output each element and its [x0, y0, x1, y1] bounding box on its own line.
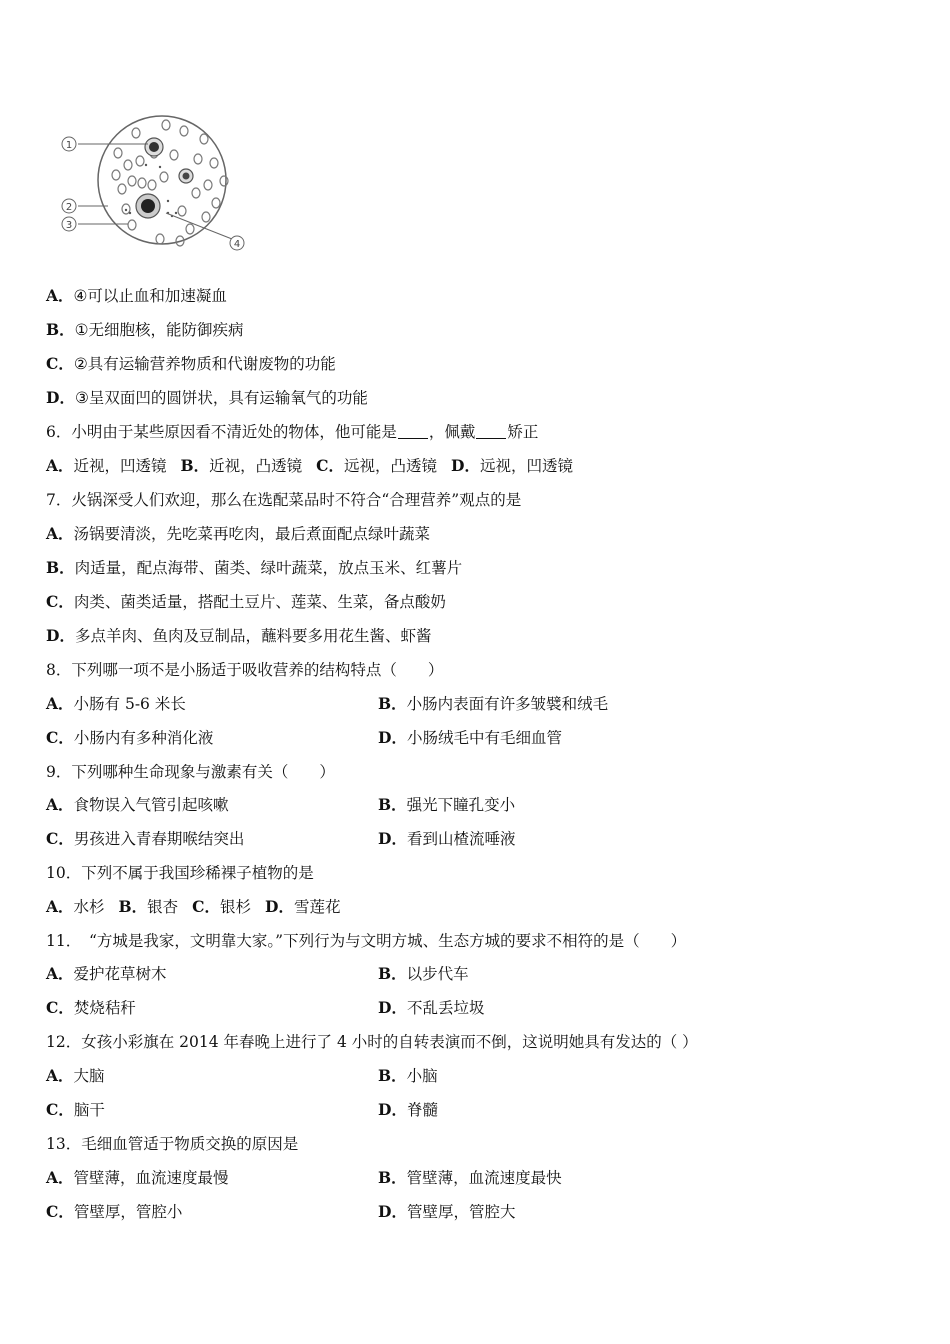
answer-blank — [476, 422, 506, 439]
option-letter: A． — [46, 964, 74, 983]
option-text: 银杏 — [147, 898, 179, 916]
option-text: 管壁薄，血流速度最快 — [406, 1169, 562, 1187]
option-text: 肉适量，配点海带、菌类、绿叶蔬菜，放点玉米、红薯片 — [74, 559, 463, 577]
q7-option-b — [46, 556, 462, 580]
option-text: 小脑 — [406, 1067, 438, 1085]
option-letter: B． — [378, 964, 407, 983]
q8-options-row2 — [46, 726, 926, 750]
option-text: 看到山楂流唾液 — [406, 830, 516, 848]
q7-option-d — [46, 624, 431, 648]
option-letter: D． — [378, 1202, 407, 1221]
q12-stem: 12．女孩小彩旗在 2014 年春晚上进行了 4 小时的自转表演而不倒，这说明她具有发达的（ ） — [46, 1033, 698, 1051]
option-text: 雪莲花 — [293, 898, 341, 916]
option-letter: A． — [46, 286, 74, 305]
option-text: 小肠内有多种消化液 — [73, 729, 214, 747]
option-letter: A． — [46, 694, 74, 713]
option-letter: B． — [378, 1168, 407, 1187]
q12-options-row2 — [46, 1098, 926, 1122]
q13-options-row2 — [46, 1200, 926, 1224]
option-letter: D． — [378, 829, 407, 848]
option-letter: A． — [46, 1168, 74, 1187]
q7-option-c — [46, 590, 446, 614]
q13-options-row1 — [46, 1166, 926, 1190]
answer-blank — [398, 422, 428, 439]
option-text: ④可以止血和加速凝血 — [73, 287, 227, 305]
option-text: 管壁薄，血流速度最慢 — [73, 1169, 229, 1187]
option-letter: D． — [265, 897, 294, 916]
option-letter: D． — [378, 1100, 407, 1119]
option-text: 大脑 — [73, 1067, 105, 1085]
option-letter: D． — [378, 998, 407, 1017]
option-letter: A． — [46, 897, 74, 916]
q5-option-b — [46, 318, 244, 342]
q6-stem-part1: 6．小明由于某些原因看不清近处的物体，他可能是 — [46, 423, 397, 441]
q11-options-row1 — [46, 962, 926, 986]
option-text: 汤锅要清淡，先吃菜再吃肉，最后煮面配点绿叶蔬菜 — [73, 525, 431, 543]
q7-stem: 7．火锅深受人们欢迎，那么在选配菜品时不符合“合理营养”观点的是 — [46, 491, 522, 509]
option-letter: C． — [46, 728, 74, 747]
option-text: 水杉 — [73, 898, 105, 916]
q5-option-a — [46, 284, 227, 308]
option-text: 脑干 — [73, 1101, 105, 1119]
option-text: 管壁厚，管腔大 — [406, 1203, 516, 1221]
option-letter: B． — [180, 456, 210, 475]
option-letter: D． — [378, 728, 407, 747]
option-letter: A． — [46, 795, 74, 814]
option-text: 多点羊肉、鱼肉及豆制品，蘸料要多用花生酱、虾酱 — [74, 627, 432, 645]
q9-options-row1 — [46, 793, 926, 817]
option-text: ③呈双面凹的圆饼状，具有运输氧气的功能 — [74, 389, 368, 407]
q9-stem: 9．下列哪种生命现象与激素有关（ ） — [46, 763, 335, 781]
option-text: 脊髓 — [406, 1101, 438, 1119]
option-text: 远视，凹透镜 — [479, 457, 573, 475]
option-letter: B． — [46, 558, 75, 577]
q6-stem-part3: 矫正 — [507, 423, 539, 441]
option-letter: C． — [192, 897, 221, 916]
option-letter: C． — [316, 456, 345, 475]
label-3-text: 3 — [65, 220, 73, 231]
q12-options-row1 — [46, 1064, 926, 1088]
option-letter: D． — [46, 388, 75, 407]
option-text: 近视，凹透镜 — [73, 457, 167, 475]
q8-options-row1 — [46, 692, 926, 716]
option-letter: B． — [378, 795, 407, 814]
option-letter: A． — [46, 1066, 74, 1085]
q5-option-d — [46, 386, 368, 410]
option-letter: B． — [378, 694, 407, 713]
q11-options-row2 — [46, 996, 926, 1020]
option-text: 银杉 — [220, 898, 252, 916]
option-letter: A． — [46, 524, 74, 543]
blood-smear-figure — [56, 113, 251, 258]
option-text: 食物误入气管引起咳嗽 — [73, 796, 229, 814]
q10-options — [46, 895, 355, 919]
q13-stem: 13．毛细血管适于物质交换的原因是 — [46, 1135, 299, 1153]
option-letter: B． — [118, 897, 148, 916]
option-letter: B． — [378, 1066, 407, 1085]
option-letter: B． — [46, 320, 75, 339]
option-letter: C． — [46, 354, 74, 373]
option-letter: A． — [46, 456, 74, 475]
option-text: 远视，凸透镜 — [344, 457, 438, 475]
q7-option-a — [46, 522, 430, 546]
q11-stem: 11． “方城是我家，文明靠大家。”下列行为与文明方城、生态方城的要求不相符的是（ ） — [46, 932, 687, 950]
q5-option-c — [46, 352, 336, 376]
q6-stem-part2: ，佩戴 — [428, 423, 476, 441]
option-text: 强光下瞳孔变小 — [406, 796, 516, 814]
option-text: 以步代车 — [406, 965, 469, 983]
option-text: 不乱丢垃圾 — [406, 999, 485, 1017]
label-1-text: 1 — [65, 140, 73, 151]
q9-options-row2 — [46, 827, 926, 851]
q8-stem: 8．下列哪一项不是小肠适于吸收营养的结构特点（ ） — [46, 661, 444, 679]
option-text: 管壁厚，管腔小 — [73, 1203, 183, 1221]
q6-options — [46, 454, 587, 478]
option-text: ①无细胞核，能防御疾病 — [74, 321, 244, 339]
option-text: 近视，凸透镜 — [209, 457, 303, 475]
label-2-text: 2 — [65, 202, 73, 213]
option-letter: D． — [46, 626, 75, 645]
option-letter: D． — [451, 456, 480, 475]
blood-smear-diagram — [56, 113, 251, 258]
option-text: 男孩进入青春期喉结突出 — [73, 830, 245, 848]
option-text: 肉类、菌类适量，搭配土豆片、莲菜、生菜，备点酸奶 — [73, 593, 446, 611]
label-4-text: 4 — [233, 239, 241, 250]
option-letter: C． — [46, 592, 74, 611]
option-text: 爱护花草树木 — [73, 965, 167, 983]
option-text: ②具有运输营养物质和代谢废物的功能 — [73, 355, 336, 373]
q6-stem — [46, 420, 538, 444]
option-text: 小肠内表面有许多皱襞和绒毛 — [406, 695, 609, 713]
option-text: 小肠绒毛中有毛细血管 — [406, 729, 562, 747]
q10-stem: 10．下列不属于我国珍稀裸子植物的是 — [46, 864, 314, 882]
option-letter: C． — [46, 998, 74, 1017]
option-letter: C． — [46, 829, 74, 848]
option-text: 小肠有 5-6 米长 — [73, 695, 186, 713]
option-letter: C． — [46, 1202, 74, 1221]
option-letter: C． — [46, 1100, 74, 1119]
option-text: 焚烧秸秆 — [73, 999, 136, 1017]
